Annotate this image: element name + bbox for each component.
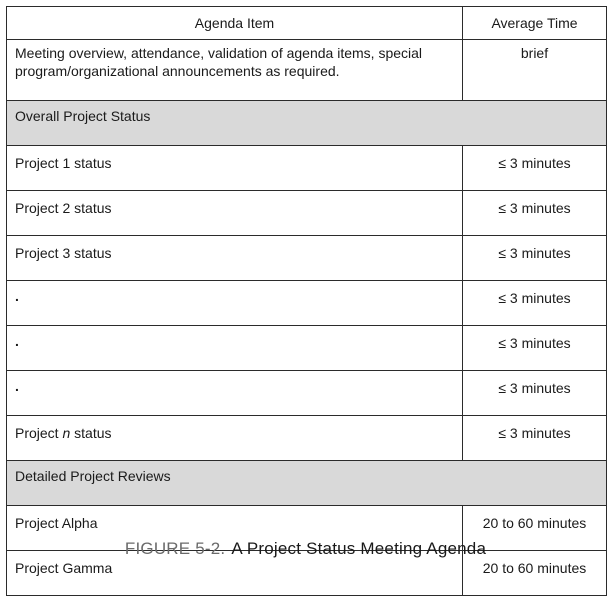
section-title-overall-status: Overall Project Status	[7, 101, 607, 146]
row-time: 20 to 60 minutes	[463, 506, 607, 551]
row-item: Project Gamma	[7, 551, 463, 596]
agenda-table	[6, 6, 607, 596]
row-item-ellipsis: .	[7, 281, 463, 326]
row-item-ellipsis: .	[7, 371, 463, 416]
row-time: ≤ 3 minutes	[463, 281, 607, 326]
overview-time: brief	[463, 40, 607, 101]
figure-title: A Project Status Meeting Agenda	[231, 539, 487, 558]
header-average-time: Average Time	[463, 7, 607, 40]
row-time: 20 to 60 minutes	[463, 551, 607, 596]
figure-number: FIGURE 5-2.	[124, 539, 226, 558]
table-row	[7, 281, 607, 326]
section-row-detailed-reviews	[7, 461, 607, 506]
row-time: ≤ 3 minutes	[463, 326, 607, 371]
section-row-overall-status	[7, 101, 607, 146]
row-item: Project 2 status	[7, 191, 463, 236]
row-item: Project 1 status	[7, 146, 463, 191]
table-row	[7, 236, 607, 281]
row-item	[7, 416, 463, 461]
table-header-row	[7, 7, 607, 40]
row-time: ≤ 3 minutes	[463, 236, 607, 281]
row-time: ≤ 3 minutes	[463, 371, 607, 416]
row-time: ≤ 3 minutes	[463, 416, 607, 461]
row-item-prefix: Project	[15, 425, 63, 441]
table-row	[7, 191, 607, 236]
table-row	[7, 371, 607, 416]
row-time: ≤ 3 minutes	[463, 146, 607, 191]
section-title-detailed-reviews: Detailed Project Reviews	[7, 461, 607, 506]
row-item: Project Alpha	[7, 506, 463, 551]
row-item-ellipsis: .	[7, 326, 463, 371]
table-row	[7, 146, 607, 191]
table-row	[7, 326, 607, 371]
overview-item: Meeting overview, attendance, validation of agenda items, special program/organizational announcements as required.	[7, 40, 463, 101]
row-item-italic-n: n	[62, 425, 71, 441]
row-item-suffix: status	[70, 425, 112, 441]
row-item: Project 3 status	[7, 236, 463, 281]
row-time: ≤ 3 minutes	[463, 191, 607, 236]
header-agenda-item: Agenda Item	[7, 7, 463, 40]
figure-caption	[0, 539, 611, 559]
table-row	[7, 416, 607, 461]
table-row-overview	[7, 40, 607, 101]
